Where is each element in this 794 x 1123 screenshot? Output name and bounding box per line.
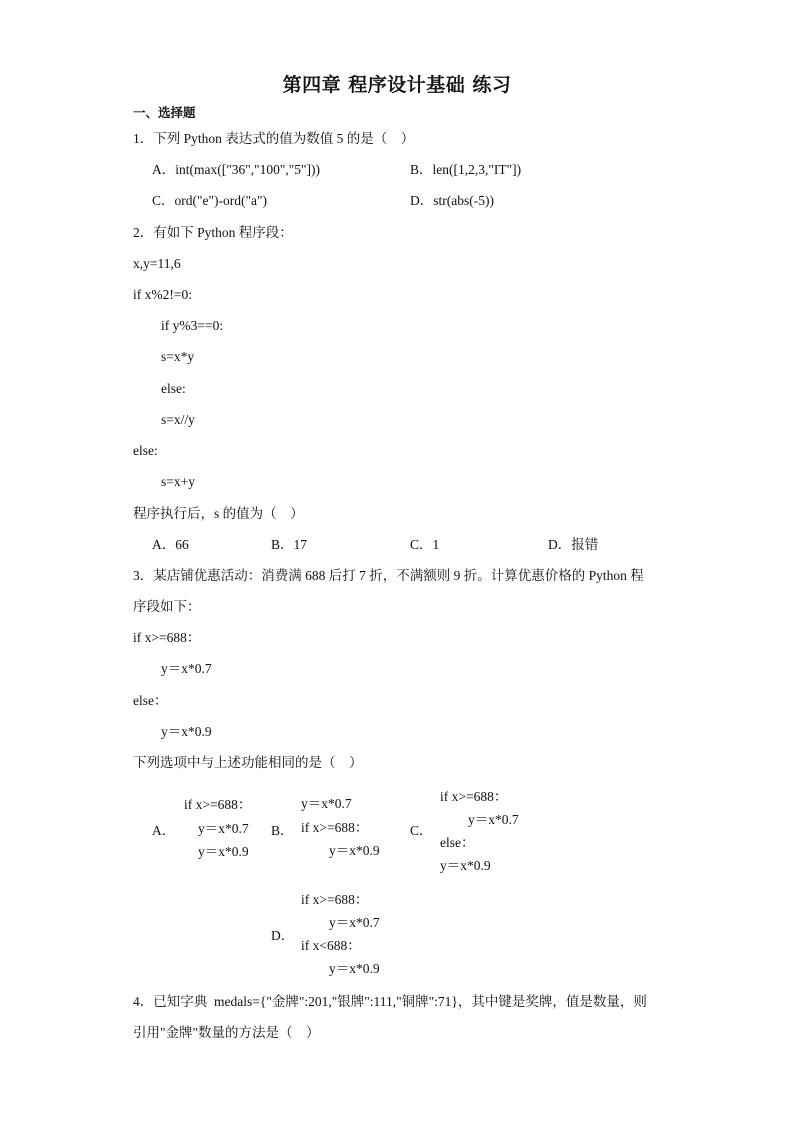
- q3-option-d-line: if x>=688：: [301, 892, 369, 907]
- page-title: 第四章 程序设计基础 练习: [282, 74, 512, 96]
- q2-question: 程序执行后，s 的值为（ ）: [133, 506, 304, 521]
- section-heading: 一、选择题: [133, 105, 196, 120]
- q1-option-a: A．int(max(["36","100","5"])): [152, 162, 321, 177]
- q3-option-b-line: y＝x*0.9: [329, 843, 380, 858]
- q3-option-a-line: if x>=688：: [184, 797, 252, 812]
- q3-option-d-label: D．: [271, 928, 295, 943]
- q2-option-c: C．1: [410, 537, 440, 552]
- q1-option-b: B．len([1,2,3,"IT"]): [410, 162, 522, 177]
- q3-code-line: if x>=688：: [133, 630, 201, 645]
- q3-code-line: y＝x*0.7: [161, 661, 212, 676]
- q3-option-b-label: B．: [271, 823, 294, 838]
- q2-code-line: else:: [133, 443, 158, 458]
- q3-option-d-line: y＝x*0.9: [329, 961, 380, 976]
- q2-option-a: A．66: [152, 537, 189, 552]
- q3-option-c-line: if x>=688：: [440, 789, 508, 804]
- q2-option-d: D．报错: [548, 537, 599, 552]
- q2-code-line: s=x+y: [161, 474, 195, 489]
- q3-stem-line2: 序段如下：: [133, 599, 201, 614]
- q2-code-line: s=x//y: [161, 412, 195, 427]
- q4-stem-line2: 引用"金牌"数量的方法是（ ）: [133, 1025, 320, 1040]
- q3-option-d-line: y＝x*0.7: [329, 915, 380, 930]
- q4-stem-line1: 4．已知字典 medals={"金牌":201,"银牌":111,"铜牌":71}，其中键是奖牌，值是数量，则: [133, 994, 647, 1009]
- q3-option-a-line: y＝x*0.9: [198, 844, 249, 859]
- q1-stem: 1．下列 Python 表达式的值为数值 5 的是（ ）: [133, 131, 415, 146]
- q3-option-b-line: y＝x*0.7: [301, 796, 352, 811]
- q1-option-c: C．ord("e")-ord("a"): [152, 193, 268, 208]
- q2-code-line: s=x*y: [161, 349, 195, 364]
- q2-code-line: if y%3==0:: [161, 318, 224, 333]
- q2-code-line: if x%2!=0:: [133, 287, 192, 302]
- q3-code-line: y＝x*0.9: [161, 724, 212, 739]
- q2-option-b: B．17: [271, 537, 308, 552]
- q3-option-c-line: y＝x*0.7: [468, 812, 519, 827]
- q2-code-line: x,y=11,6: [133, 256, 181, 271]
- q3-question: 下列选项中与上述功能相同的是（ ）: [133, 755, 363, 770]
- q3-option-c-line: else：: [440, 835, 475, 850]
- q3-option-b-line: if x>=688：: [301, 820, 369, 835]
- q3-option-c-line: y＝x*0.9: [440, 858, 491, 873]
- q3-option-d-line: if x<688：: [301, 938, 361, 953]
- q3-option-c-label: C．: [410, 823, 433, 838]
- q3-code-line: else：: [133, 693, 168, 708]
- q1-option-d: D．str(abs(-5)): [410, 193, 494, 208]
- q3-stem-line1: 3．某店铺优惠活动：消费满 688 后打 7 折，不满额则 9 折。计算优惠价格的 Python 程: [133, 568, 644, 583]
- q2-code-line: else:: [161, 381, 186, 396]
- q2-stem: 2．有如下 Python 程序段：: [133, 225, 293, 240]
- q3-option-a-label: A．: [152, 823, 176, 838]
- q3-option-a-line: y＝x*0.7: [198, 821, 249, 836]
